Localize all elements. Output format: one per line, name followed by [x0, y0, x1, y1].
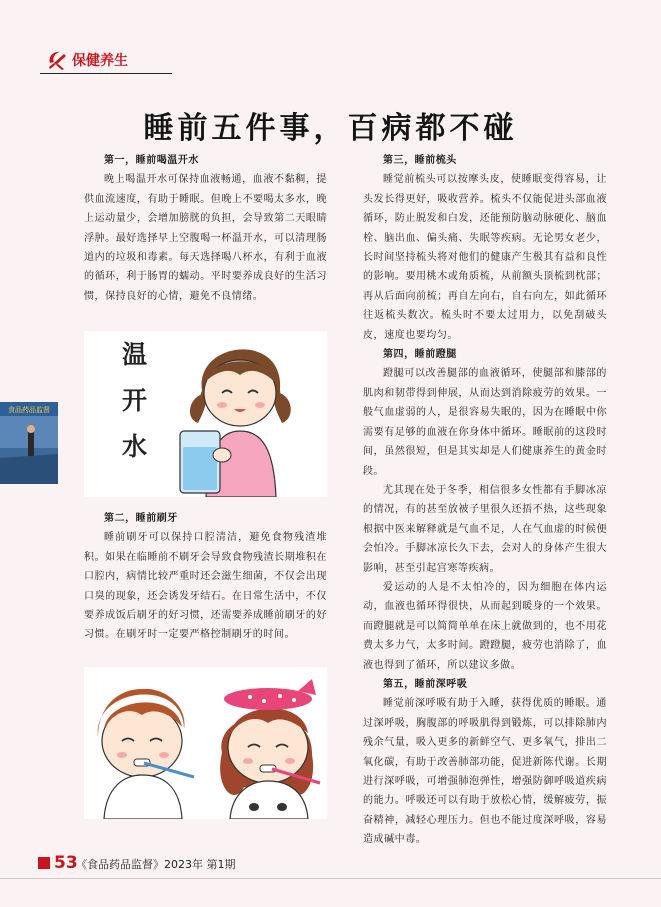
paragraph: 睡觉前深呼吸有助于入睡，获得优质的睡眠。通过深呼吸，胸腹部的呼吸肌得到锻炼，可以排除肺内残余气量，吸入更多的新鲜空气、更多氧气，排出二氧化碳，有助于改善肺部功能，促进新陈代谢。长期进行深呼吸，可增强肺泡弹性，增强防御呼吸道疾病的能力。呼吸还可以有助于放松心情，缓解疲劳，振奋精神，减轻心理压力。但也不能过度深呼吸，容易造成碱中毒。 — [363, 698, 607, 846]
section-1 — [84, 151, 327, 306]
illustration-char: 开 — [122, 386, 148, 415]
paragraph: 爱运动的人是不太怕冷的，因为细胞在体内运动，血液也循环得很快，从而起到暖身的一个效果。而蹬腿就是可以简简单单在床上就做到的，也不用花费太多力气，太多时间。蹬蹬腿，疲劳也消除了，血液也得到了循环，所以建议多做。 — [363, 581, 607, 671]
right-column — [363, 151, 607, 850]
section-heading: 第四，睡前蹬腿 — [383, 349, 457, 361]
section-heading: 第一，睡前喝温开水 — [104, 155, 199, 166]
hammer-sickle-icon — [46, 50, 68, 70]
illustration-char: 温 — [122, 340, 148, 369]
page-title: 睡前五件事，百病都不碰 — [143, 111, 518, 146]
paragraph: 蹬腿可以改善腿部的血液循环，使腿部和膝部的肌肉和韧带得到伸展，从而达到消除疲劳的效果。一般气血虚弱的人，是很容易失眠的，因为在睡眠中你需要有足够的血液在你身体中循环。睡眠前的这段时间，虽然很短，但是其实却是人们健康养生的黄金时段。 — [363, 368, 607, 477]
girl-drinking-water-illustration — [84, 331, 327, 497]
footer-marker — [38, 857, 50, 869]
paragraph: 尤其现在处于冬季，相信很多女性都有手脚冰凉的情况，有的甚至放被子里很久还捂不热，这些现象根据中医来解释就是气血不足，人在气血虚的时候便会怕冷。手脚冰凉长久下去，会对人的身体产生很大影响，甚至引起宫寒等疾病。 — [363, 484, 607, 574]
section-heading: 第二，睡前刷牙 — [104, 513, 178, 524]
footer-rule — [0, 878, 661, 879]
magazine-issue: 《食品药品监督》2023年 第1期 — [76, 858, 236, 871]
thumbnail-caption: 食品药品监督 — [8, 406, 50, 414]
section-label: 保健养生 — [72, 53, 128, 69]
section-heading: 第三，睡前梳头 — [383, 155, 457, 166]
section-header-rule — [40, 73, 172, 74]
page-number: 53 — [54, 853, 78, 873]
children-brushing-teeth-illustration — [84, 667, 327, 819]
paragraph: 睡前刷牙可以保持口腔清洁，避免食物残渣堆积。如果在临睡前不刷牙会导致食物残渣长期堆积在口腔内，病情比较严重时还会滋生细菌，不仅会出现口臭的现象，还会诱发牙结石。在日常生活中，不仅要养成饭后刷牙的好习惯，还需要养成睡前刷牙的好习惯。在刷牙时一定要严格控制刷牙的时间。 — [84, 532, 327, 641]
magazine-cover-thumbnail — [0, 402, 58, 484]
paragraph: 晚上喝温开水可保持血液畅通，血液不黏稠，提供血流速度，有助于睡眠。但晚上不要喝太多水，晚上运动量少，会增加膀胱的负担，会导致第二天眼睛浮肿。最好选择早上空腹喝一杯温开水，可以清理肠道内的垃圾和毒素。每天选择喝八杯水，有利于血液的循环，利于肠胃的蠕动。平时要养成良好的生活习惯，保持良好的心情，避免不良情绪。 — [84, 174, 327, 302]
illustration-char: 水 — [122, 432, 148, 461]
section-heading: 第五，睡前深呼吸 — [383, 678, 468, 690]
paragraph: 睡觉前梳头可以按摩头皮，使睡眠变得容易，让头发长得更好，吸收营养。梳头不仅能促进头部血液循环，防止脱发和白发，还能预防脑动脉硬化、脑血栓、脑出血、偏头痛、失眠等疾病。无论男女老少，长时间坚持梳头将对他们的健康产生极其有益和良性的影响。要用桃木或角质梳，从前额头顶梳到枕部；再从后面向前梳；再自左向右，自右向左，如此循环往返梳头数次。梳头时不要太过用力，以免刮破头皮，速度也要均匀。 — [363, 174, 607, 341]
section-header — [40, 48, 172, 74]
section-2 — [84, 509, 327, 645]
